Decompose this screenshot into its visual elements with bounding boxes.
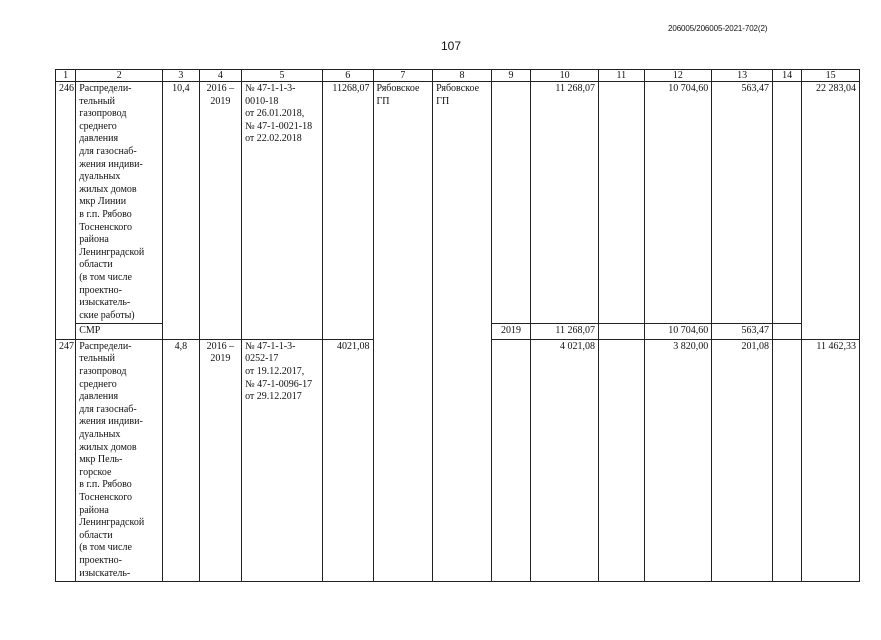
data-table (55, 69, 860, 582)
col-number: 4 (199, 70, 241, 82)
period-cell: 2016 – 2019 (199, 339, 241, 581)
col9-cell (491, 339, 530, 581)
col-number: 7 (373, 70, 433, 82)
subrow-label: СМР (76, 324, 163, 340)
col-number: 15 (802, 70, 860, 82)
col-number: 3 (163, 70, 199, 82)
col10-cell: 4 021,08 (531, 339, 599, 581)
docs-cell: № 47-1-1-3- 0252-17 от 19.12.2017, № 47-1-0096-17 от 29.12.2017 (242, 339, 323, 581)
cost-cell: 11268,07 (322, 82, 373, 340)
col8-cell: Рябовское ГП (433, 82, 492, 582)
col11-cell (599, 324, 645, 340)
row-number: 246 (56, 82, 76, 340)
col14-cell (772, 82, 801, 324)
table-row (56, 82, 860, 324)
col15-cell: 22 283,04 (802, 82, 860, 340)
col-number: 8 (433, 70, 492, 82)
cost-cell: 4021,08 (322, 339, 373, 581)
length-cell: 10,4 (163, 82, 199, 340)
object-name: Распредели- тельный газопровод среднего давления для газоснаб- жения индиви- дуальных жилых домов мкр Линии в г.п. Рябово Тосненского района Ленинградской области (в том числе проектно- изыскатель- ские работы) (76, 82, 163, 324)
col15-cell: 11 462,33 (802, 339, 860, 581)
col-number: 6 (322, 70, 373, 82)
col-number: 9 (491, 70, 530, 82)
col13-cell: 201,08 (712, 339, 773, 581)
docs-cell: № 47-1-1-3- 0010-18 от 26.01.2018, № 47-1-0021-18 от 22.02.2018 (242, 82, 323, 340)
col13-cell: 563,47 (712, 82, 773, 324)
object-name: Распредели- тельный газопровод среднего давления для газоснаб- жения индиви- дуальных жилых домов мкр Пель- горское в г.п. Рябово Тосненского района Ленинградской области (в том числе проектно- изыскатель- (76, 339, 163, 581)
col10-cell: 11 268,07 (531, 82, 599, 324)
col10-cell: 11 268,07 (531, 324, 599, 340)
col12-cell: 10 704,60 (644, 324, 712, 340)
col9-cell: 2019 (491, 324, 530, 340)
document-id: 206005/206005-2021-702(2) (668, 24, 768, 33)
col12-cell: 3 820,00 (644, 339, 712, 581)
col12-cell: 10 704,60 (644, 82, 712, 324)
col-number: 2 (76, 70, 163, 82)
column-number-row (56, 70, 860, 82)
row-number: 247 (56, 339, 76, 581)
col-number: 14 (772, 70, 801, 82)
length-cell: 4,8 (163, 339, 199, 581)
col11-cell (599, 82, 645, 324)
col14-cell (772, 339, 801, 581)
col9-cell (491, 82, 530, 324)
col-number: 5 (242, 70, 323, 82)
page-number: 107 (441, 39, 462, 53)
col7-cell: Рябовское ГП (373, 82, 433, 582)
col-number: 11 (599, 70, 645, 82)
period-cell: 2016 – 2019 (199, 82, 241, 340)
col-number: 12 (644, 70, 712, 82)
col-number: 1 (56, 70, 76, 82)
col11-cell (599, 339, 645, 581)
col-number: 13 (712, 70, 773, 82)
col-number: 10 (531, 70, 599, 82)
col13-cell: 563,47 (712, 324, 773, 340)
col14-cell (772, 324, 801, 340)
